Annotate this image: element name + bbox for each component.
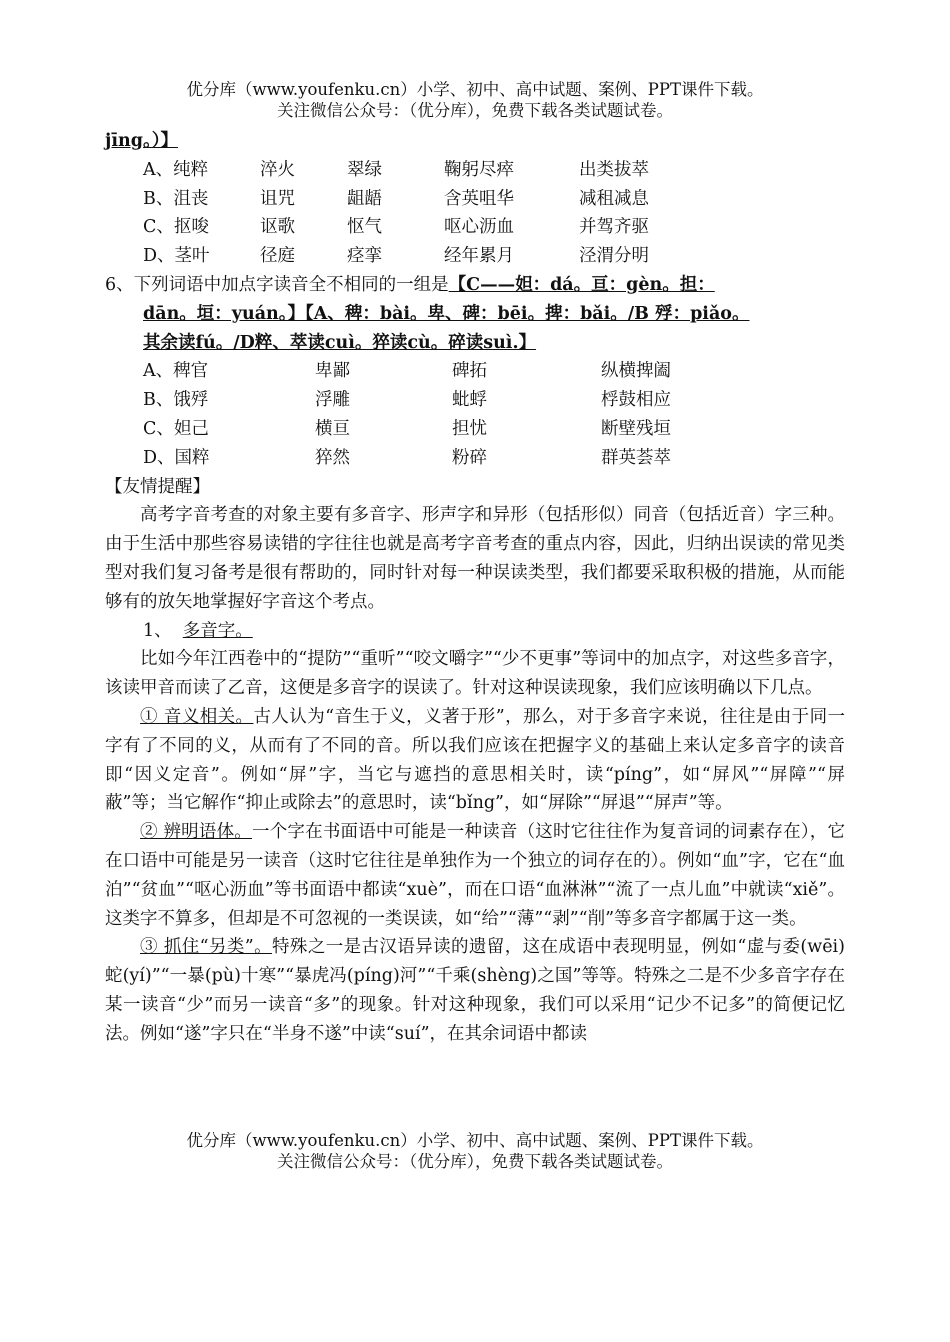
point-3-body: 特殊之一是古汉语异读的遗留，这在成语中表现明显，例如“虚与委(wēi)蛇(yí)”“一暴(pù)十寒”“暴虎冯(píng)河”“千乘(shèng)之国”等等。特殊之二是不少多音字存在某一读音“少”而另一读音“多”的现象。针对这种现象，我们可以采用“记少不记多”的简便记忆法。例如“遂”字只在“半身不遂”中读“suí”，在其余词语中都读 (105, 937, 845, 1044)
point-1 (105, 703, 845, 818)
reminder-intro: 高考字音考查的对象主要有多音字、形声字和异形（包括形似）同音（包括近音）字三种。由于生活中那些容易读错的字往往也就是高考字音考查的重点内容，因此，归纳出误读的常见类型对我们复习备考是很有帮助的，同时针对每一种误读类型，我们都要采取积极的措施，从而能够有的放矢地掌握好字音这个考点。 (105, 505, 845, 612)
q6-c-3: 担忧 (452, 418, 487, 439)
point-3 (105, 933, 845, 1048)
point-1-title: ① 音义相关。 (140, 706, 254, 727)
section-1-title: 多音字。 (182, 620, 253, 641)
q6-b-4: 桴鼓相应 (601, 390, 671, 411)
q6-a-2: 卑鄙 (315, 361, 350, 382)
q5-answer-tail: jīng。）】 (105, 131, 178, 151)
q5-c-2: 讴歌 (260, 217, 295, 238)
q5-b-3: 龃龉 (347, 188, 382, 209)
q5-c-4: 呕心沥血 (444, 217, 514, 238)
q5-option-d (105, 242, 845, 271)
q5-a-1: A、纯粹 (143, 159, 209, 180)
footer-line-2: 关注微信公众号：（优分库），免费下载各类试题试卷。 (277, 1152, 673, 1171)
q6-option-d (105, 444, 845, 473)
q6-d-2: 猝然 (315, 447, 350, 468)
q5-b-5: 减租减息 (579, 188, 649, 209)
q6-answer-part-3: 其余读fú。/D粹、萃读cuì。猝读cù。碎读suì.】 (143, 332, 537, 353)
q6-d-4: 群英荟萃 (601, 447, 671, 468)
point-1-body: 古人认为“音生于义，义著于形”，那么，对于多音字来说，往往是由于同一字有了不同的义，从而有了不同的音。所以我们应该在把握字义的基础上来认定多音字的读音即“因义定音”。例如“屏”字，当它与遮挡的意思相关时，读“píng”，如“屏风”“屏障”“屏蔽”等；当它解作“抑止或除去”的意思时，读“bǐng”，如“屏除”“屏退”“屏声”等。 (105, 706, 846, 814)
q6-option-c (105, 415, 845, 444)
header-line-1: 优分库（www.youfenku.cn）小学、初中、高中试题、案例、PPT课件下载。 (186, 80, 764, 99)
q5-c-3: 怄气 (347, 217, 382, 238)
point-2-title: ② 辨明语体。 (140, 822, 252, 843)
q6-c-4: 断壁残垣 (601, 418, 671, 439)
q6-option-b (105, 386, 845, 415)
q6-a-4: 纵横捭阖 (601, 361, 671, 382)
q6-b-2: 浮雕 (315, 390, 350, 411)
q5-b-4: 含英咀华 (444, 188, 514, 209)
q5-d-4: 经年累月 (444, 246, 514, 267)
q5-a-2: 淬火 (260, 159, 295, 180)
q5-c-1: C、抠唆 (143, 217, 209, 238)
section-1-body: 比如今年江西卷中的“提防”“重听”“咬文嚼字”“少不更事”等词中的加点字，对这些多音字，该读甲音而读了乙音，这便是多音字的误读了。针对这种误读现象，我们应该明确以下几点。 (105, 649, 845, 699)
reminder-section (105, 473, 845, 1049)
page-footer (0, 1130, 950, 1172)
q6-a-1: A、稗官 (143, 361, 209, 382)
q6-a-3: 碑拓 (452, 361, 487, 382)
q5-d-5: 泾渭分明 (579, 246, 649, 267)
q5-d-3: 痉挛 (347, 246, 382, 267)
q5-b-2: 诅咒 (260, 188, 295, 209)
q5-option-a (105, 156, 845, 185)
document-body (105, 127, 845, 1049)
q6-answer-part-1: 【C——妲：dá。亘：gèn。担： (448, 274, 715, 295)
point-2 (105, 818, 845, 933)
q6-c-2: 横亘 (315, 418, 350, 439)
q5-option-c (105, 213, 845, 242)
q5-b-1: B、沮丧 (143, 188, 209, 209)
q5-d-2: 径庭 (260, 246, 295, 267)
q5-options (105, 156, 845, 271)
q5-d-1: D、茎叶 (143, 246, 210, 267)
q5-c-5: 并驾齐驱 (579, 217, 649, 238)
q6-c-1: C、妲己 (143, 418, 209, 439)
q5-option-b (105, 185, 845, 214)
q6-b-3: 蚍蜉 (452, 390, 487, 411)
section-1-number: 1、 (143, 620, 172, 641)
point-2-body: 一个字在书面语中可能是一种读音（这时它往往作为复音词的词素存在），它在口语中可能是另一读音（这时它往往是单独作为一个独立的词存在的）。例如“血”字，它在“血泊”“贫血”“呕心沥血”等书面语中都读“xuè”，而在口语“血淋淋”“流了一点儿血”中就读“xiě”。这类字不算多，但却是不可忽视的一类误读，如“给”“薄”“剥”“削”等多音字都属于这一类。 (105, 822, 846, 929)
q6-answer-part-2: dān。垣：yuán。】【A、稗：bài。卑、碑：bēi。捭：bǎi。/B 殍：piǎo。 (143, 303, 750, 324)
section-1-heading (105, 617, 845, 646)
q6-stem: 6、下列词语中加点字读音全不相同的一组是 (105, 274, 449, 295)
q6-answer-line-3 (105, 329, 845, 358)
page-header (0, 79, 950, 121)
q5-a-5: 出类拔萃 (579, 159, 649, 180)
q6-option-a (105, 357, 845, 386)
point-3-title: ③ 抓住“另类”。 (140, 937, 273, 958)
q6-d-3: 粉碎 (452, 447, 487, 468)
header-line-2: 关注微信公众号：（优分库），免费下载各类试题试卷。 (277, 101, 673, 120)
reminder-title: 【友情提醒】 (105, 476, 210, 497)
question-6 (105, 271, 845, 473)
q6-stem-line (105, 271, 845, 300)
q5-a-3: 翠绿 (347, 159, 382, 180)
footer-line-1: 优分库（www.youfenku.cn）小学、初中、高中试题、案例、PPT课件下载。 (186, 1131, 764, 1150)
q6-d-1: D、国粹 (143, 447, 210, 468)
q5-a-4: 鞠躬尽瘁 (444, 159, 514, 180)
q6-b-1: B、饿殍 (143, 390, 209, 411)
